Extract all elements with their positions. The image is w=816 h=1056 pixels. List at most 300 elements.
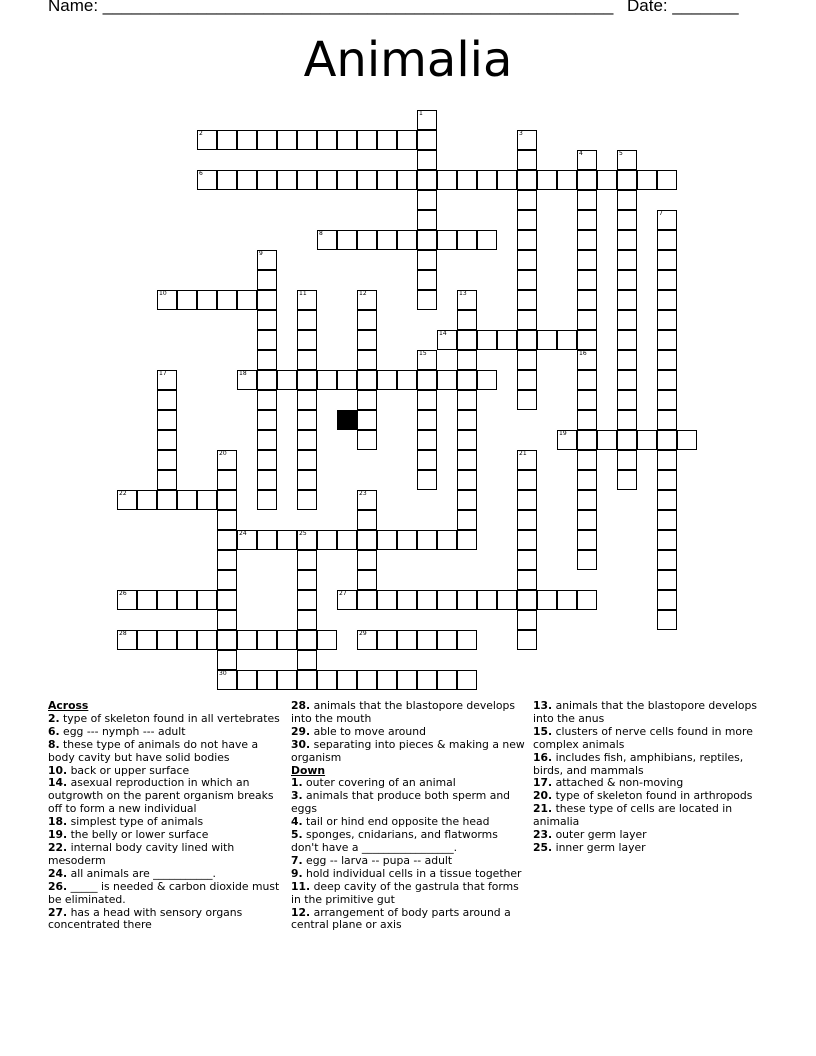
grid-cell[interactable] xyxy=(157,630,177,650)
grid-cell[interactable] xyxy=(657,590,677,610)
grid-cell[interactable] xyxy=(157,430,177,450)
clue-column-2 xyxy=(291,700,527,932)
grid-cell[interactable] xyxy=(417,410,437,430)
grid-cell[interactable] xyxy=(157,390,177,410)
grid-cell[interactable] xyxy=(377,530,397,550)
grid-cell[interactable] xyxy=(137,490,157,510)
grid-cell[interactable] xyxy=(297,350,317,370)
grid-cell[interactable] xyxy=(577,170,597,190)
grid-cell[interactable] xyxy=(457,230,477,250)
grid-cell[interactable] xyxy=(357,330,377,350)
grid-cell[interactable] xyxy=(437,530,457,550)
grid-cell[interactable] xyxy=(617,270,637,290)
clue-item xyxy=(533,803,765,829)
grid-cell[interactable] xyxy=(417,270,437,290)
grid-cell[interactable] xyxy=(477,330,497,350)
grid-cell[interactable] xyxy=(217,530,237,550)
grid-cell[interactable] xyxy=(617,430,637,450)
grid-cell[interactable] xyxy=(377,130,397,150)
grid-cell[interactable] xyxy=(297,450,317,470)
grid-cell[interactable] xyxy=(217,590,237,610)
grid-cell[interactable] xyxy=(577,230,597,250)
grid-cell[interactable] xyxy=(277,670,297,690)
grid-cell[interactable] xyxy=(257,350,277,370)
grid-cell[interactable] xyxy=(417,530,437,550)
grid-cell[interactable] xyxy=(597,170,617,190)
grid-cell[interactable] xyxy=(517,330,537,350)
grid-cell[interactable] xyxy=(257,450,277,470)
grid-cell[interactable] xyxy=(517,630,537,650)
grid-cell[interactable] xyxy=(577,410,597,430)
grid-cell[interactable] xyxy=(297,370,317,390)
grid-cell[interactable] xyxy=(417,450,437,470)
grid-cell[interactable] xyxy=(257,410,277,430)
grid-cell[interactable] xyxy=(177,290,197,310)
grid-cell[interactable] xyxy=(197,490,217,510)
cell-number: 28 xyxy=(119,630,127,637)
grid-cell[interactable] xyxy=(517,570,537,590)
grid-cell[interactable] xyxy=(617,410,637,430)
grid-cell[interactable] xyxy=(237,290,257,310)
grid-cell[interactable] xyxy=(217,470,237,490)
grid-cell[interactable] xyxy=(357,550,377,570)
grid-cell[interactable] xyxy=(617,310,637,330)
grid-cell[interactable] xyxy=(617,170,637,190)
grid-cell[interactable] xyxy=(417,210,437,230)
grid-cell[interactable] xyxy=(457,510,477,530)
grid-cell[interactable] xyxy=(397,630,417,650)
grid-cell[interactable] xyxy=(337,230,357,250)
grid-cell[interactable] xyxy=(517,530,537,550)
grid-cell[interactable] xyxy=(517,390,537,410)
grid-cell[interactable] xyxy=(297,630,317,650)
grid-cell[interactable] xyxy=(157,590,177,610)
grid-cell[interactable] xyxy=(457,330,477,350)
grid-cell[interactable] xyxy=(257,430,277,450)
grid-cell[interactable] xyxy=(577,370,597,390)
grid-cell[interactable] xyxy=(357,350,377,370)
grid-cell[interactable] xyxy=(517,250,537,270)
grid-cell[interactable] xyxy=(477,170,497,190)
grid-cell[interactable] xyxy=(397,370,417,390)
grid-cell[interactable] xyxy=(477,590,497,610)
grid-cell[interactable] xyxy=(377,230,397,250)
grid-cell[interactable] xyxy=(417,190,437,210)
grid-cell[interactable] xyxy=(257,370,277,390)
clue-item xyxy=(533,726,765,752)
grid-cell[interactable] xyxy=(677,430,697,450)
grid-cell[interactable] xyxy=(457,630,477,650)
grid-cell[interactable] xyxy=(657,490,677,510)
down-clue-list-continued xyxy=(533,700,765,855)
clue-text: sponges, cnidarians, and flatworms don't have a _________________. xyxy=(291,828,498,854)
grid-cell[interactable] xyxy=(357,410,377,430)
grid-cell[interactable] xyxy=(297,610,317,630)
grid-cell[interactable] xyxy=(457,470,477,490)
grid-cell[interactable] xyxy=(457,430,477,450)
grid-cell[interactable] xyxy=(297,170,317,190)
grid-cell[interactable] xyxy=(417,370,437,390)
cell-number: 30 xyxy=(219,670,227,677)
grid-cell[interactable] xyxy=(417,430,437,450)
clue-item xyxy=(48,777,280,816)
grid-cell[interactable] xyxy=(297,550,317,570)
grid-cell[interactable] xyxy=(657,230,677,250)
grid-cell[interactable] xyxy=(217,650,237,670)
grid-cell[interactable] xyxy=(537,330,557,350)
grid-cell[interactable] xyxy=(517,190,537,210)
grid-cell[interactable] xyxy=(217,550,237,570)
grid-cell[interactable] xyxy=(317,370,337,390)
grid-cell[interactable] xyxy=(437,230,457,250)
grid-cell[interactable] xyxy=(297,130,317,150)
grid-cell[interactable] xyxy=(417,630,437,650)
grid-cell[interactable] xyxy=(657,370,677,390)
grid-cell[interactable] xyxy=(297,650,317,670)
grid-cell[interactable] xyxy=(377,670,397,690)
grid-cell[interactable] xyxy=(257,530,277,550)
cell-number: 15 xyxy=(419,350,427,357)
grid-cell[interactable] xyxy=(317,630,337,650)
grid-cell[interactable] xyxy=(577,550,597,570)
clue-number: 13. xyxy=(533,699,553,712)
grid-cell[interactable] xyxy=(477,370,497,390)
grid-cell[interactable] xyxy=(557,170,577,190)
grid-cell[interactable] xyxy=(157,470,177,490)
grid-cell[interactable] xyxy=(537,590,557,610)
grid-cell[interactable] xyxy=(197,290,217,310)
grid-cell[interactable] xyxy=(517,350,537,370)
grid-cell[interactable] xyxy=(317,130,337,150)
grid-cell[interactable] xyxy=(297,410,317,430)
grid-cell[interactable] xyxy=(517,490,537,510)
grid-cell[interactable] xyxy=(657,390,677,410)
grid-cell[interactable] xyxy=(297,590,317,610)
grid-cell[interactable] xyxy=(417,150,437,170)
grid-cell[interactable] xyxy=(577,310,597,330)
clue-text: the belly or lower surface xyxy=(67,828,209,842)
grid-cell[interactable] xyxy=(657,170,677,190)
grid-cell[interactable] xyxy=(577,430,597,450)
grid-cell[interactable] xyxy=(657,330,677,350)
grid-cell[interactable] xyxy=(337,130,357,150)
cell-number: 26 xyxy=(119,590,127,597)
clue-item xyxy=(48,842,280,868)
grid-cell[interactable] xyxy=(417,170,437,190)
grid-cell[interactable] xyxy=(437,170,457,190)
grid-cell[interactable] xyxy=(617,290,637,310)
clue-text: hold individual cells in a tissue together xyxy=(302,866,522,880)
grid-cell[interactable] xyxy=(457,450,477,470)
grid-cell[interactable] xyxy=(617,390,637,410)
grid-cell[interactable] xyxy=(217,630,237,650)
grid-cell[interactable] xyxy=(357,230,377,250)
grid-cell[interactable] xyxy=(437,370,457,390)
grid-cell[interactable] xyxy=(297,490,317,510)
grid-cell[interactable] xyxy=(177,590,197,610)
grid-cell[interactable] xyxy=(517,230,537,250)
grid-cell[interactable] xyxy=(617,370,637,390)
grid-cell[interactable] xyxy=(417,230,437,250)
grid-cell[interactable] xyxy=(457,530,477,550)
grid-cell[interactable] xyxy=(297,430,317,450)
cell-number: 27 xyxy=(339,590,347,597)
grid-cell[interactable] xyxy=(577,390,597,410)
grid-cell[interactable] xyxy=(317,670,337,690)
grid-cell[interactable] xyxy=(257,670,277,690)
grid-cell[interactable] xyxy=(217,290,237,310)
grid-cell[interactable] xyxy=(317,530,337,550)
grid-cell[interactable] xyxy=(577,250,597,270)
clue-text: asexual reproduction in which an outgrowth on the parent organism breaks off to form a new individual xyxy=(48,776,274,816)
grid-cell[interactable] xyxy=(517,170,537,190)
grid-cell[interactable] xyxy=(477,230,497,250)
grid-cell[interactable] xyxy=(657,550,677,570)
grid-cell[interactable] xyxy=(517,150,537,170)
cell-number: 9 xyxy=(259,250,263,257)
grid-cell[interactable] xyxy=(557,590,577,610)
grid-cell[interactable] xyxy=(397,590,417,610)
grid-cell[interactable] xyxy=(577,270,597,290)
grid-cell[interactable] xyxy=(517,550,537,570)
grid-cell[interactable] xyxy=(417,590,437,610)
grid-cell[interactable] xyxy=(357,370,377,390)
grid-cell[interactable] xyxy=(357,570,377,590)
grid-cell[interactable] xyxy=(617,470,637,490)
grid-cell[interactable] xyxy=(437,670,457,690)
grid-cell[interactable] xyxy=(417,390,437,410)
grid-cell[interactable] xyxy=(257,270,277,290)
grid-cell[interactable] xyxy=(357,310,377,330)
clue-number: 30. xyxy=(291,737,311,751)
clue-number: 29. xyxy=(291,724,311,738)
grid-cell[interactable] xyxy=(517,590,537,610)
grid-cell[interactable] xyxy=(357,430,377,450)
grid-cell[interactable] xyxy=(417,290,437,310)
grid-cell[interactable] xyxy=(277,170,297,190)
grid-cell[interactable] xyxy=(377,370,397,390)
cell-number: 25 xyxy=(299,530,307,537)
cell-number: 10 xyxy=(159,290,167,297)
clue-column-1 xyxy=(48,700,280,932)
grid-cell[interactable] xyxy=(297,310,317,330)
grid-cell[interactable] xyxy=(497,170,517,190)
grid-cell[interactable] xyxy=(257,330,277,350)
clue-number: 14. xyxy=(48,776,68,790)
grid-cell[interactable] xyxy=(517,470,537,490)
grid-cell[interactable] xyxy=(617,190,637,210)
grid-cell[interactable] xyxy=(457,390,477,410)
grid-cell[interactable] xyxy=(577,450,597,470)
grid-cell[interactable] xyxy=(397,670,417,690)
grid-cell[interactable] xyxy=(197,590,217,610)
grid-cell[interactable] xyxy=(357,590,377,610)
grid-cell[interactable] xyxy=(257,390,277,410)
grid-cell[interactable] xyxy=(497,590,517,610)
grid-cell[interactable] xyxy=(297,570,317,590)
grid-cell[interactable] xyxy=(597,430,617,450)
grid-cell[interactable] xyxy=(337,530,357,550)
grid-cell[interactable] xyxy=(337,170,357,190)
grid-cell[interactable] xyxy=(617,330,637,350)
grid-cell[interactable] xyxy=(137,630,157,650)
grid-cell[interactable] xyxy=(257,130,277,150)
grid-cell[interactable] xyxy=(437,590,457,610)
grid-cell[interactable] xyxy=(257,490,277,510)
grid-cell[interactable] xyxy=(217,170,237,190)
grid-cell[interactable] xyxy=(237,170,257,190)
grid-cell[interactable] xyxy=(217,130,237,150)
grid-cell[interactable] xyxy=(577,190,597,210)
grid-cell[interactable] xyxy=(177,490,197,510)
grid-cell[interactable] xyxy=(357,510,377,530)
cell-number: 4 xyxy=(579,150,583,157)
grid-cell[interactable] xyxy=(657,450,677,470)
grid-cell[interactable] xyxy=(657,350,677,370)
grid-cell[interactable] xyxy=(417,130,437,150)
grid-cell[interactable] xyxy=(617,230,637,250)
clue-text: egg -- larva -- pupa -- adult xyxy=(302,853,453,867)
grid-cell[interactable] xyxy=(657,310,677,330)
clue-number: 1. xyxy=(291,776,303,790)
grid-cell[interactable] xyxy=(457,310,477,330)
grid-cell[interactable] xyxy=(217,610,237,630)
grid-cell[interactable] xyxy=(457,670,477,690)
grid-cell[interactable] xyxy=(577,510,597,530)
grid-cell[interactable] xyxy=(517,310,537,330)
grid-cell[interactable] xyxy=(457,410,477,430)
grid-cell[interactable] xyxy=(377,590,397,610)
grid-cell[interactable] xyxy=(497,330,517,350)
grid-cell[interactable] xyxy=(457,490,477,510)
clue-item xyxy=(291,739,527,765)
grid-cell[interactable] xyxy=(657,470,677,490)
grid-cell[interactable] xyxy=(157,450,177,470)
grid-cell[interactable] xyxy=(397,170,417,190)
grid-cell[interactable] xyxy=(577,210,597,230)
grid-cell[interactable] xyxy=(337,370,357,390)
cell-number: 24 xyxy=(239,530,247,537)
grid-cell[interactable] xyxy=(457,350,477,370)
grid-cell[interactable] xyxy=(357,670,377,690)
grid-cell[interactable] xyxy=(657,410,677,430)
grid-cell[interactable] xyxy=(657,570,677,590)
grid-cell[interactable] xyxy=(257,630,277,650)
grid-cell[interactable] xyxy=(397,230,417,250)
grid-cell[interactable] xyxy=(177,630,197,650)
grid-cell[interactable] xyxy=(257,290,277,310)
grid-cell[interactable] xyxy=(637,430,657,450)
grid-cell[interactable] xyxy=(297,470,317,490)
grid-cell[interactable] xyxy=(237,670,257,690)
grid-cell[interactable] xyxy=(657,290,677,310)
grid-cell[interactable] xyxy=(537,170,557,190)
clue-text: internal body cavity lined with mesoderm xyxy=(48,840,235,867)
grid-cell[interactable] xyxy=(357,390,377,410)
grid-cell[interactable] xyxy=(157,490,177,510)
grid-cell[interactable] xyxy=(277,370,297,390)
grid-cell[interactable] xyxy=(617,350,637,370)
grid-cell[interactable] xyxy=(617,450,637,470)
grid-cell[interactable] xyxy=(337,670,357,690)
grid-cell[interactable] xyxy=(237,630,257,650)
grid-cell[interactable] xyxy=(257,470,277,490)
grid-cell[interactable] xyxy=(457,590,477,610)
grid-cell[interactable] xyxy=(297,390,317,410)
grid-cell[interactable] xyxy=(417,250,437,270)
grid-cell[interactable] xyxy=(397,530,417,550)
grid-cell[interactable] xyxy=(417,470,437,490)
grid-cell[interactable] xyxy=(377,630,397,650)
grid-cell[interactable] xyxy=(657,250,677,270)
grid-cell[interactable] xyxy=(557,330,577,350)
grid-cell[interactable] xyxy=(397,130,417,150)
grid-cell[interactable] xyxy=(577,330,597,350)
grid-cell[interactable] xyxy=(517,510,537,530)
grid-cell[interactable] xyxy=(217,490,237,510)
grid-cell[interactable] xyxy=(297,670,317,690)
grid-cell[interactable] xyxy=(517,610,537,630)
grid-cell[interactable] xyxy=(277,630,297,650)
grid-cell[interactable] xyxy=(377,170,397,190)
grid-cell[interactable] xyxy=(517,270,537,290)
grid-cell[interactable] xyxy=(137,590,157,610)
grid-cell[interactable] xyxy=(517,210,537,230)
grid-cell[interactable] xyxy=(357,130,377,150)
grid-cell[interactable] xyxy=(297,330,317,350)
grid-cell[interactable] xyxy=(437,630,457,650)
grid-cell[interactable] xyxy=(217,510,237,530)
grid-cell[interactable] xyxy=(157,410,177,430)
clue-column-3 xyxy=(533,700,765,855)
grid-cell[interactable] xyxy=(617,210,637,230)
grid-cell[interactable] xyxy=(457,170,477,190)
grid-cell[interactable] xyxy=(577,290,597,310)
grid-cell[interactable] xyxy=(257,310,277,330)
grid-cell[interactable] xyxy=(277,530,297,550)
grid-cell[interactable] xyxy=(657,530,677,550)
grid-cell[interactable] xyxy=(257,170,277,190)
grid-cell[interactable] xyxy=(357,530,377,550)
grid-cell[interactable] xyxy=(617,250,637,270)
grid-cell[interactable] xyxy=(237,130,257,150)
grid-cell[interactable] xyxy=(517,370,537,390)
grid-cell[interactable] xyxy=(657,270,677,290)
grid-cell[interactable] xyxy=(657,430,677,450)
clue-number: 9. xyxy=(291,866,303,880)
grid-cell[interactable] xyxy=(577,490,597,510)
grid-cell[interactable] xyxy=(577,470,597,490)
cell-number: 3 xyxy=(519,130,523,137)
grid-cell[interactable] xyxy=(317,170,337,190)
grid-cell[interactable] xyxy=(577,530,597,550)
clue-text: outer covering of an animal xyxy=(302,776,456,790)
clue-number: 22. xyxy=(48,840,68,854)
clue-number: 3. xyxy=(291,789,303,803)
grid-cell[interactable] xyxy=(277,130,297,150)
grid-cell[interactable] xyxy=(217,570,237,590)
grid-cell[interactable] xyxy=(197,630,217,650)
grid-cell[interactable] xyxy=(357,170,377,190)
grid-cell[interactable] xyxy=(637,170,657,190)
grid-cell[interactable] xyxy=(577,590,597,610)
grid-cell[interactable] xyxy=(457,370,477,390)
grid-cell[interactable] xyxy=(657,610,677,630)
grid-cell[interactable] xyxy=(517,290,537,310)
clue-item xyxy=(291,790,527,816)
grid-cell[interactable] xyxy=(657,510,677,530)
grid-cell[interactable] xyxy=(417,670,437,690)
